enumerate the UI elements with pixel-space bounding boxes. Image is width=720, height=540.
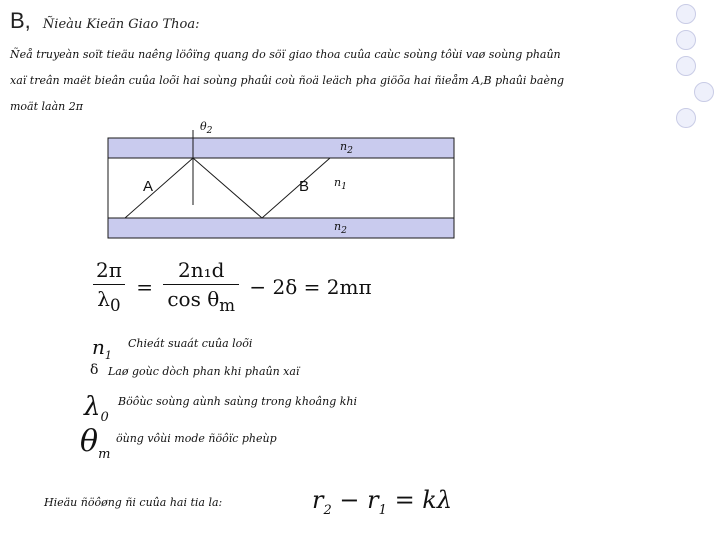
def-text-delta: Laø goùc dòch phan khi phaûn xaï	[108, 365, 300, 378]
lhs-numerator: 2π	[96, 258, 122, 282]
r1-symbol: r	[367, 486, 379, 514]
paragraph-line: xaï treân maët bieân cuûa loõi hai soùng phaûi coù ñoä leäch pha giöõa hai ñieåm A,B phaûi baèng	[10, 74, 565, 87]
def-symbol-delta: δ	[90, 362, 99, 378]
n1-symbol: n	[334, 176, 342, 189]
minus-sign: −	[339, 486, 360, 514]
phase-equation	[92, 258, 376, 315]
rhs-denominator	[163, 284, 239, 315]
symbol-sub: m	[98, 447, 111, 462]
paragraph-line: moät laàn 2π	[10, 100, 83, 113]
lhs-fraction	[92, 258, 126, 315]
n2-bottom-label	[334, 220, 347, 236]
n2-top-label	[340, 140, 353, 156]
path-difference-text: Hieäu ñöôøng ñi cuûa hai tia la:	[44, 496, 223, 509]
equation-rest: − 2δ = 2mπ	[249, 274, 372, 299]
theta-sub: 2	[206, 125, 213, 137]
cladding-bottom	[108, 218, 454, 238]
point-a-label: A	[143, 178, 154, 195]
equation-rhs: = kλ	[394, 486, 453, 514]
n2-sub: 2	[347, 145, 353, 157]
n1-label	[334, 176, 347, 192]
theta-sub: m	[219, 296, 236, 315]
symbol-sub: 0	[100, 410, 109, 426]
rhs-fraction	[163, 258, 239, 315]
rhs-numerator: 2n₁d	[177, 258, 225, 282]
title-text: Ñieàu Kieän Giao Thoa:	[42, 17, 200, 32]
def-text-lambda: Böôùc soùng aùnh saùng trong khoâng khi	[118, 395, 358, 408]
n2-symbol: n	[340, 140, 348, 153]
n2-symbol: n	[334, 220, 342, 233]
lhs-denominator	[93, 284, 124, 315]
theta-symbol: θ	[200, 120, 207, 133]
r2-sub: 2	[323, 502, 332, 518]
lambda-symbol: λ	[97, 287, 110, 311]
def-symbol-theta	[80, 424, 110, 462]
point-b-label: B	[299, 178, 310, 195]
symbol: n	[92, 335, 105, 359]
symbol: λ	[84, 392, 101, 422]
lambda-sub: 0	[109, 296, 121, 315]
n1-sub: 1	[341, 181, 347, 193]
theta2-label	[200, 120, 212, 136]
def-symbol-lambda	[84, 392, 109, 425]
def-symbol-n1	[92, 335, 112, 362]
n2-sub: 2	[341, 225, 347, 237]
def-text-theta: öùng vôùi mode ñöôïc pheùp	[116, 432, 277, 445]
cladding-top	[108, 138, 454, 158]
symbol-sub: 1	[104, 349, 112, 362]
paragraph-line: Ñeå truyeàn soït tieäu naêng löôïng quang do söï giao thoa cuûa caùc soùng tôùi vaø soùng phaûn	[10, 48, 561, 61]
cos-theta: cos θ	[167, 287, 220, 311]
r2-symbol: r	[312, 486, 324, 514]
equals-sign: =	[136, 274, 153, 299]
title-letter: B,	[10, 8, 31, 33]
symbol: θ	[80, 424, 99, 459]
r1-sub: 1	[378, 502, 387, 518]
core	[108, 158, 454, 218]
def-text-n1: Chieát suaát cuûa loõi	[128, 337, 253, 350]
path-difference-equation	[312, 486, 452, 518]
